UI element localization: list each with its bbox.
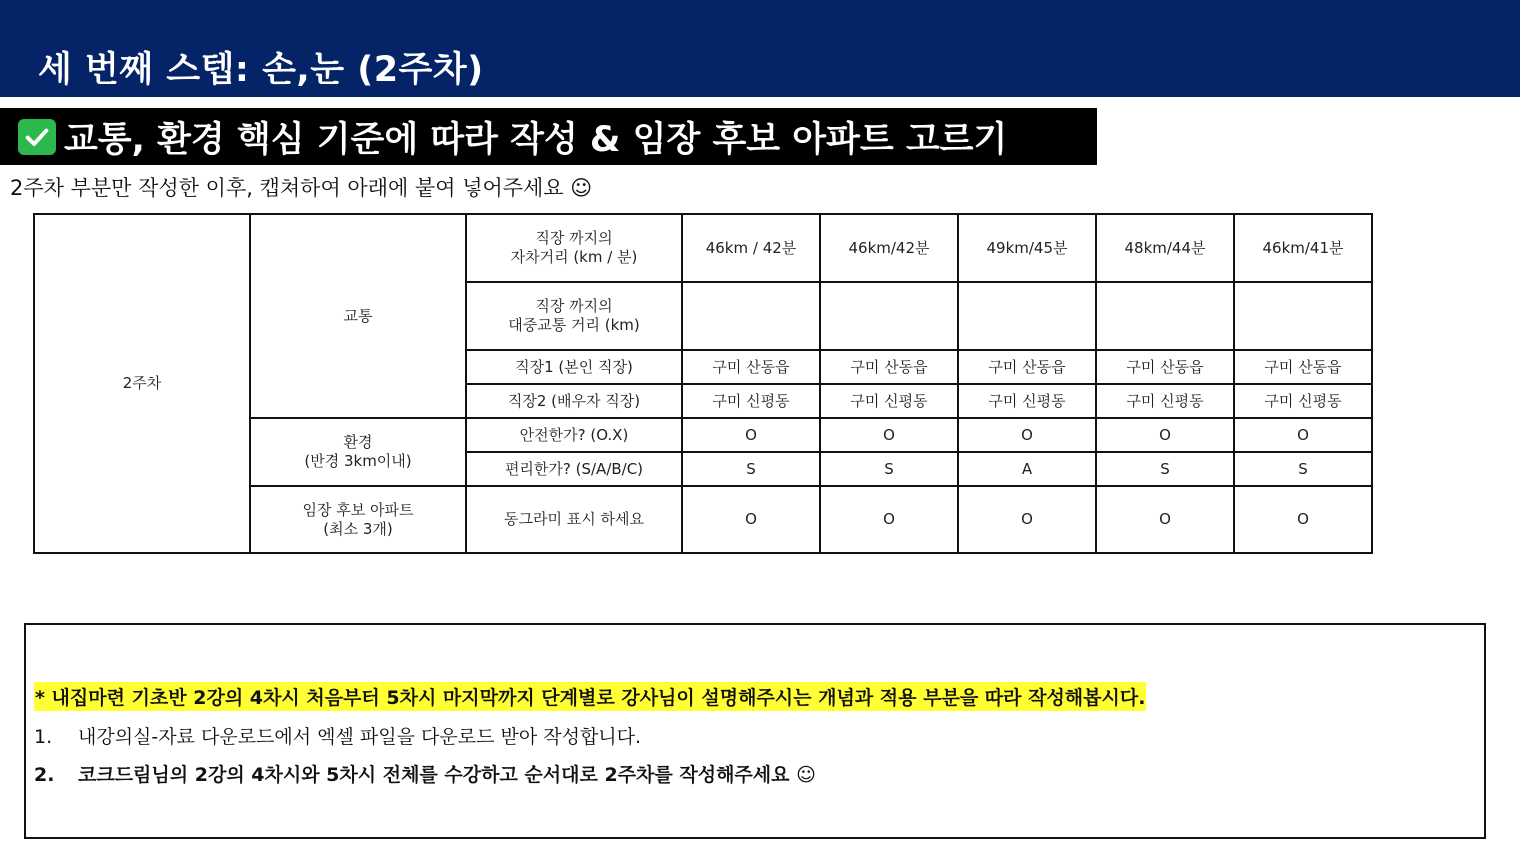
value-cell: 구미 산동읍 bbox=[682, 350, 820, 384]
table-row bbox=[34, 214, 1372, 282]
group-environment: 환경 (반경 3km이내) bbox=[250, 418, 466, 486]
group-traffic: 교통 bbox=[250, 214, 466, 418]
check-box-icon bbox=[18, 119, 56, 155]
header-bar bbox=[0, 0, 1520, 97]
value-cell: S bbox=[1234, 452, 1372, 486]
row-label: 직장 까지의 대중교통 거리 (km) bbox=[466, 282, 682, 350]
value-cell: 구미 산동읍 bbox=[1234, 350, 1372, 384]
highlight-note: * 내집마련 기초반 2강의 4차시 처음부터 5차시 마지막까지 단계별로 강사님이 설명해주시는 개념과 적용 부분을 따라 작성해봅시다. bbox=[34, 682, 1146, 711]
week-cell: 2주차 bbox=[34, 214, 250, 553]
note-number: 2. bbox=[34, 764, 55, 786]
value-cell bbox=[958, 282, 1096, 350]
value-cell: 구미 산동읍 bbox=[820, 350, 958, 384]
data-table bbox=[33, 213, 1373, 554]
value-cell: O bbox=[1096, 418, 1234, 452]
value-cell: S bbox=[682, 452, 820, 486]
value-cell: 구미 신평동 bbox=[958, 384, 1096, 418]
value-cell: A bbox=[958, 452, 1096, 486]
note-text: 코크드림님의 2강의 4차시와 5차시 전체를 수강하고 순서대로 2주차를 작성해주세요 ☺ bbox=[78, 764, 816, 786]
value-cell: 구미 신평동 bbox=[1096, 384, 1234, 418]
value-cell bbox=[1234, 282, 1372, 350]
value-cell: O bbox=[1234, 486, 1372, 553]
instruction-text: 2주차 부분만 작성한 이후, 캡쳐하여 아래에 붙여 넣어주세요 ☺ bbox=[10, 176, 593, 200]
value-cell: O bbox=[958, 486, 1096, 553]
value-cell: O bbox=[1234, 418, 1372, 452]
value-cell: 46km/42분 bbox=[820, 214, 958, 282]
subtitle-text: 교통, 환경 핵심 기준에 따라 작성 & 임장 후보 아파트 고르기 bbox=[64, 119, 1008, 160]
value-cell bbox=[820, 282, 958, 350]
value-cell: O bbox=[1096, 486, 1234, 553]
row-label: 직장1 (본인 직장) bbox=[466, 350, 682, 384]
value-cell: 46km/41분 bbox=[1234, 214, 1372, 282]
value-cell: S bbox=[1096, 452, 1234, 486]
value-cell: 49km/45분 bbox=[958, 214, 1096, 282]
value-cell: 46km / 42분 bbox=[682, 214, 820, 282]
page-title: 세 번째 스텝: 손,눈 (2주차) bbox=[38, 50, 484, 90]
value-cell: O bbox=[820, 486, 958, 553]
subtitle-bar bbox=[0, 108, 1097, 165]
note-item bbox=[34, 760, 816, 787]
value-cell bbox=[682, 282, 820, 350]
value-cell: O bbox=[958, 418, 1096, 452]
row-label: 동그라미 표시 하세요 bbox=[466, 486, 682, 553]
value-cell: 구미 산동읍 bbox=[1096, 350, 1234, 384]
note-box bbox=[24, 623, 1486, 839]
row-label: 직장 까지의 자차거리 (km / 분) bbox=[466, 214, 682, 282]
row-label: 직장2 (배우자 직장) bbox=[466, 384, 682, 418]
value-cell: 구미 신평동 bbox=[1234, 384, 1372, 418]
value-cell: O bbox=[682, 418, 820, 452]
row-label: 편리한가? (S/A/B/C) bbox=[466, 452, 682, 486]
value-cell: 구미 신평동 bbox=[820, 384, 958, 418]
value-cell: S bbox=[820, 452, 958, 486]
value-cell: O bbox=[682, 486, 820, 553]
value-cell bbox=[1096, 282, 1234, 350]
group-candidate: 임장 후보 아파트 (최소 3개) bbox=[250, 486, 466, 553]
value-cell: O bbox=[820, 418, 958, 452]
value-cell: 48km/44분 bbox=[1096, 214, 1234, 282]
value-cell: 구미 신평동 bbox=[682, 384, 820, 418]
row-label: 안전한가? (O.X) bbox=[466, 418, 682, 452]
note-item bbox=[34, 722, 641, 749]
note-text: 내강의실-자료 다운로드에서 엑셀 파일을 다운로드 받아 작성합니다. bbox=[78, 726, 642, 748]
note-number: 1. bbox=[34, 726, 53, 748]
value-cell: 구미 산동읍 bbox=[958, 350, 1096, 384]
